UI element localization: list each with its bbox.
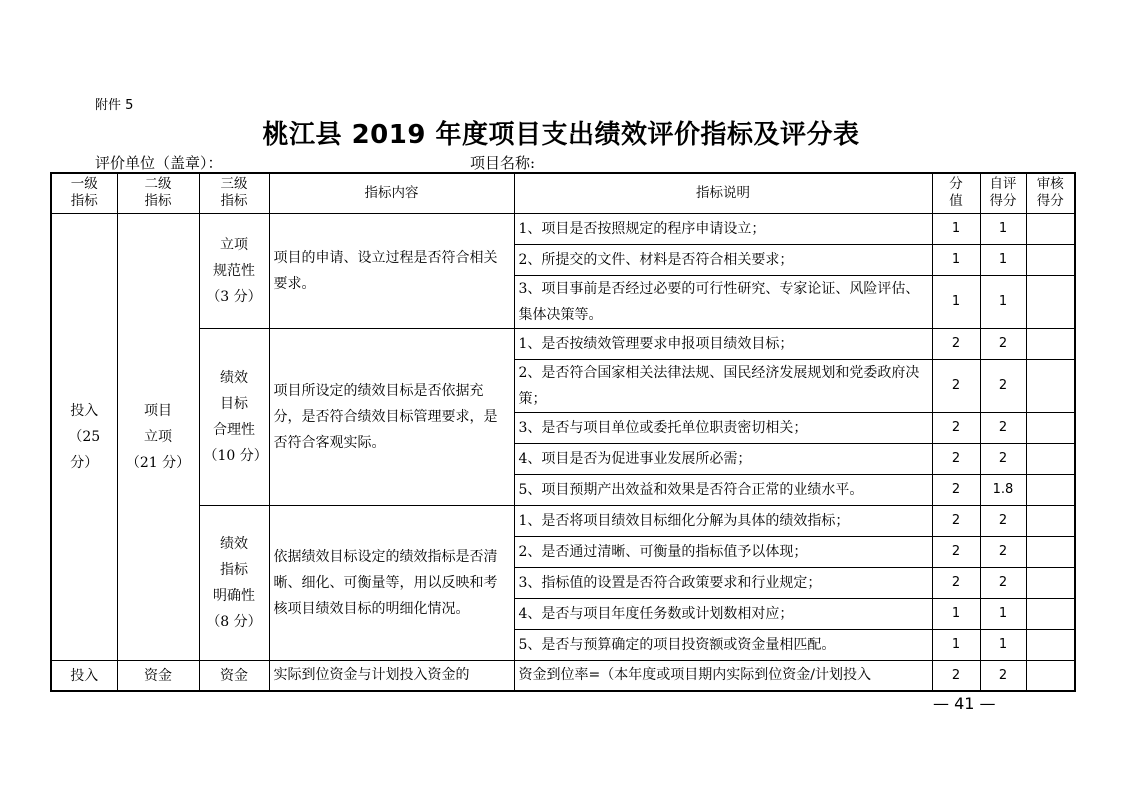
level3-cell: 绩效 目标 合理性 （10 分） xyxy=(199,328,269,505)
header-review-score: 审核 得分 xyxy=(1026,173,1075,213)
header-level3: 三级 指标 xyxy=(199,173,269,213)
review-score-cell xyxy=(1026,598,1075,629)
level3-cell: 绩效 指标 明确性 （8 分） xyxy=(199,505,269,660)
content-cell: 实际到位资金与计划投入资金的 xyxy=(269,660,514,691)
self-score-cell: 2 xyxy=(980,412,1026,443)
self-score-cell: 2 xyxy=(980,328,1026,359)
table-row xyxy=(51,213,1075,244)
review-score-cell xyxy=(1026,660,1075,691)
score-cell: 2 xyxy=(932,443,980,474)
header-self-score: 自评 得分 xyxy=(980,173,1026,213)
review-score-cell xyxy=(1026,359,1075,412)
table-header-row xyxy=(51,173,1075,213)
explain-cell: 2、是否符合国家相关法律法规、国民经济发展规划和党委政府决策； xyxy=(514,359,932,412)
review-score-cell xyxy=(1026,567,1075,598)
content-cell: 依据绩效目标设定的绩效指标是否清晰、细化、可衡量等，用以反映和考核项目绩效目标的明细化情况。 xyxy=(269,505,514,660)
score-cell: 2 xyxy=(932,660,980,691)
score-cell: 2 xyxy=(932,567,980,598)
explain-cell: 3、指标值的设置是否符合政策要求和行业规定； xyxy=(514,567,932,598)
header-content: 指标内容 xyxy=(269,173,514,213)
self-score-cell: 2 xyxy=(980,443,1026,474)
review-score-cell xyxy=(1026,505,1075,536)
score-cell: 2 xyxy=(932,359,980,412)
explain-cell: 1、是否按绩效管理要求申报项目绩效目标； xyxy=(514,328,932,359)
score-cell: 2 xyxy=(932,412,980,443)
table-row xyxy=(51,328,1075,359)
review-score-cell xyxy=(1026,443,1075,474)
self-score-cell: 1 xyxy=(980,244,1026,275)
self-score-cell: 1 xyxy=(980,275,1026,328)
review-score-cell xyxy=(1026,629,1075,660)
page-number: — 41 — xyxy=(933,694,996,713)
level2-cell: 资金 xyxy=(117,660,199,691)
explain-cell: 5、是否与预算确定的项目投资额或资金量相匹配。 xyxy=(514,629,932,660)
content-cell: 项目的申请、设立过程是否符合相关要求。 xyxy=(269,213,514,328)
header-score: 分 值 xyxy=(932,173,980,213)
explain-cell: 2、是否通过清晰、可衡量的指标值予以体现； xyxy=(514,536,932,567)
score-cell: 1 xyxy=(932,275,980,328)
score-cell: 2 xyxy=(932,536,980,567)
review-score-cell xyxy=(1026,412,1075,443)
review-score-cell xyxy=(1026,474,1075,505)
self-score-cell: 2 xyxy=(980,505,1026,536)
self-score-cell: 2 xyxy=(980,536,1026,567)
review-score-cell xyxy=(1026,244,1075,275)
score-cell: 1 xyxy=(932,629,980,660)
level3-cell: 立项 规范性 （3 分） xyxy=(199,213,269,328)
explain-cell: 3、项目事前是否经过必要的可行性研究、专家论证、风险评估、集体决策等。 xyxy=(514,275,932,328)
attachment-label: 附件 5 xyxy=(95,98,134,113)
explain-cell: 3、是否与项目单位或委托单位职责密切相关； xyxy=(514,412,932,443)
review-score-cell xyxy=(1026,328,1075,359)
self-score-cell: 1 xyxy=(980,213,1026,244)
explain-cell: 5、项目预期产出效益和效果是否符合正常的业绩水平。 xyxy=(514,474,932,505)
explain-cell: 4、是否与项目年度任务数或计划数相对应； xyxy=(514,598,932,629)
self-score-cell: 1 xyxy=(980,598,1026,629)
table-row xyxy=(51,660,1075,691)
explain-cell: 4、项目是否为促进事业发展所必需； xyxy=(514,443,932,474)
page-title: 桃江县 2019 年度项目支出绩效评价指标及评分表 xyxy=(262,120,860,150)
header-level1: 一级 指标 xyxy=(51,173,117,213)
score-cell: 1 xyxy=(932,598,980,629)
explain-cell: 2、所提交的文件、材料是否符合相关要求； xyxy=(514,244,932,275)
level1-cell: 投入 （25 分） xyxy=(51,213,117,660)
self-score-cell: 2 xyxy=(980,359,1026,412)
table-row xyxy=(51,505,1075,536)
score-cell: 2 xyxy=(932,505,980,536)
project-name-label: 项目名称: xyxy=(470,154,536,172)
score-cell: 2 xyxy=(932,328,980,359)
review-score-cell xyxy=(1026,536,1075,567)
score-cell: 1 xyxy=(932,244,980,275)
score-cell: 1 xyxy=(932,213,980,244)
self-score-cell: 2 xyxy=(980,567,1026,598)
score-cell: 2 xyxy=(932,474,980,505)
review-score-cell xyxy=(1026,213,1075,244)
evaluation-table xyxy=(50,172,1076,692)
explain-cell: 资金到位率=（本年度或项目期内实际到位资金/计划投入 xyxy=(514,660,932,691)
level1-cell: 投入 xyxy=(51,660,117,691)
evaluation-unit-label: 评价单位（盖章）： xyxy=(95,154,223,172)
header-level2: 二级 指标 xyxy=(117,173,199,213)
self-score-cell: 2 xyxy=(980,660,1026,691)
explain-cell: 1、项目是否按照规定的程序申请设立； xyxy=(514,213,932,244)
content-cell: 项目所设定的绩效目标是否依据充分，是否符合绩效目标管理要求，是否符合客观实际。 xyxy=(269,328,514,505)
header-explain: 指标说明 xyxy=(514,173,932,213)
review-score-cell xyxy=(1026,275,1075,328)
self-score-cell: 1.8 xyxy=(980,474,1026,505)
level3-cell: 资金 xyxy=(199,660,269,691)
explain-cell: 1、是否将项目绩效目标细化分解为具体的绩效指标； xyxy=(514,505,932,536)
self-score-cell: 1 xyxy=(980,629,1026,660)
level2-cell: 项目 立项 （21 分） xyxy=(117,213,199,660)
